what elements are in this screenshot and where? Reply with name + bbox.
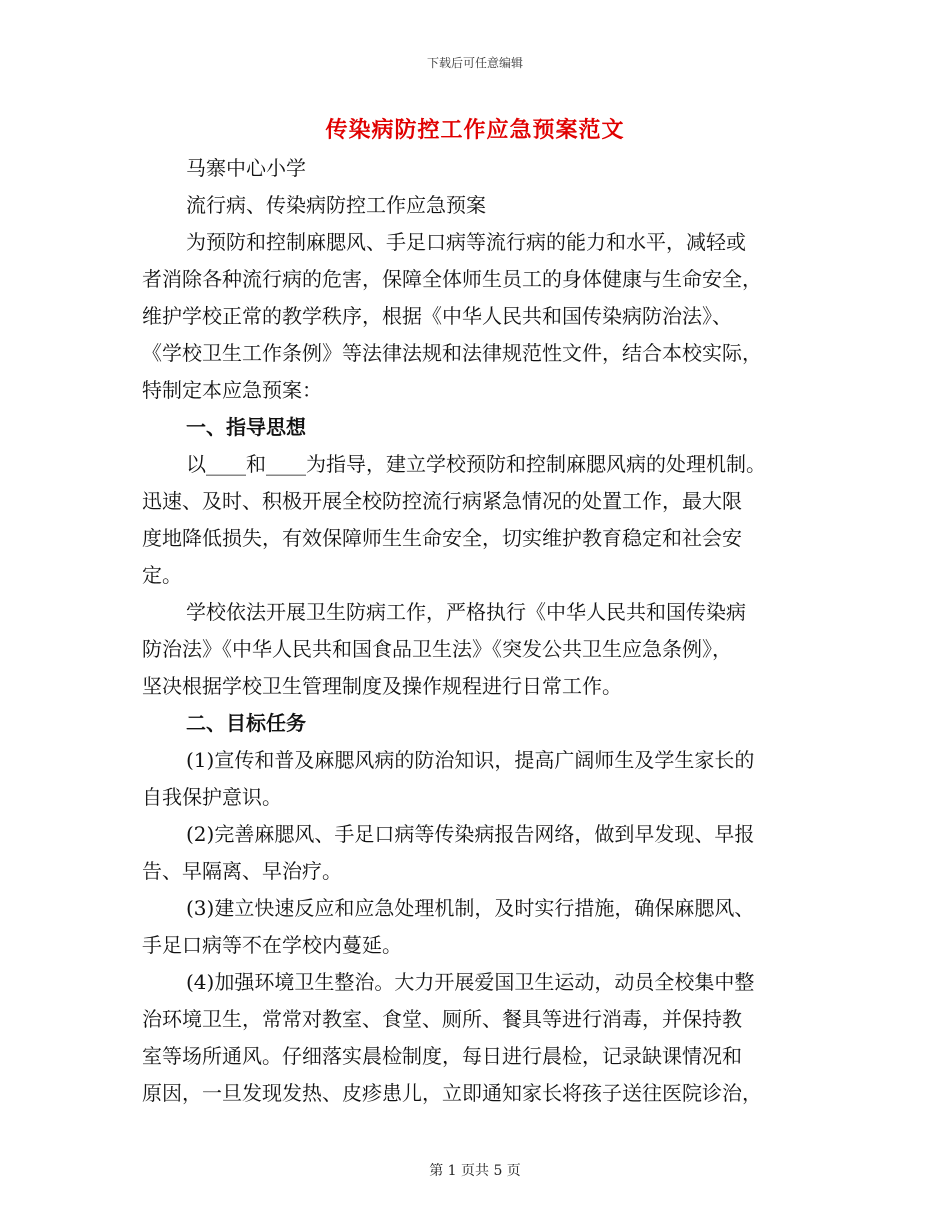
text-line: 自我保护意识。 xyxy=(142,785,282,809)
text-line: 为预防和控制麻腮风、手足口病等流行病的能力和水平，减轻或 xyxy=(186,230,746,254)
text-line: 告、早隔离、早治疗。 xyxy=(142,859,342,883)
text-line: 原因，一旦发现发热、皮疹患儿，立即通知家长将孩子送往医院诊治， xyxy=(142,1081,762,1105)
page-header: 下载后可任意编辑 xyxy=(426,56,523,70)
text-line: 学校依法开展卫生防病工作，严格执行《中华人民共和国传染病 xyxy=(186,600,746,624)
section-heading: 二、目标任务 xyxy=(186,711,306,735)
text-line: 室等场所通风。仔细落实晨检制度，每日进行晨检，记录缺课情况和 xyxy=(142,1044,742,1068)
document-title: 传染病防控工作应急预案范文 xyxy=(325,117,625,143)
text-line: 维护学校正常的教学秩序，根据《中华人民共和国传染病防治法》、 xyxy=(142,304,732,328)
text-line: 者消除各种流行病的危害，保障全体师生员工的身体健康与生命安全， xyxy=(142,267,762,291)
text-line: 特制定本应急预案： xyxy=(142,378,322,402)
text-line: (3)建立快速反应和应急处理机制，及时实行措施，确保麻腮风、 xyxy=(186,896,755,920)
section-heading: 一、指导思想 xyxy=(186,415,306,439)
text-line: (2)完善麻腮风、手足口病等传染病报告网络，做到早发现、早报 xyxy=(186,822,755,846)
text-line: 定。 xyxy=(142,563,182,587)
text-line: 坚决根据学校卫生管理制度及操作规程进行日常工作。 xyxy=(142,674,622,698)
text-line: (1)宣传和普及麻腮风病的防治知识，提高广阔师生及学生家长的 xyxy=(186,748,755,772)
text-line: 《学校卫生工作条例》等法律法规和法律规范性文件，结合本校实际， xyxy=(142,341,762,365)
text-line: (4)加强环境卫生整治。大力开展爱国卫生运动，动员全校集中整 xyxy=(186,970,755,994)
page-footer: 第 1 页共 5 页 xyxy=(429,1163,521,1179)
text-line: 马寨中心小学 xyxy=(186,156,306,180)
text-line: 迅速、及时、积极开展全校防控流行病紧急情况的处置工作，最大限 xyxy=(142,489,742,513)
document-body xyxy=(142,150,808,1112)
text-line: 治环境卫生，常常对教室、食堂、厕所、餐具等进行消毒，并保持教 xyxy=(142,1007,742,1031)
text-line: 以____和____为指导，建立学校预防和控制麻腮风病的处理机制。 xyxy=(186,452,766,476)
text-line: 流行病、传染病防控工作应急预案 xyxy=(186,193,486,217)
text-line: 防治法》《中华人民共和国食品卫生法》《突发公共卫生应急条例》， xyxy=(142,637,732,661)
text-line: 度地降低损失，有效保障师生生命安全，切实维护教育稳定和社会安 xyxy=(142,526,742,550)
text-line: 手足口病等不在学校内蔓延。 xyxy=(142,933,402,957)
